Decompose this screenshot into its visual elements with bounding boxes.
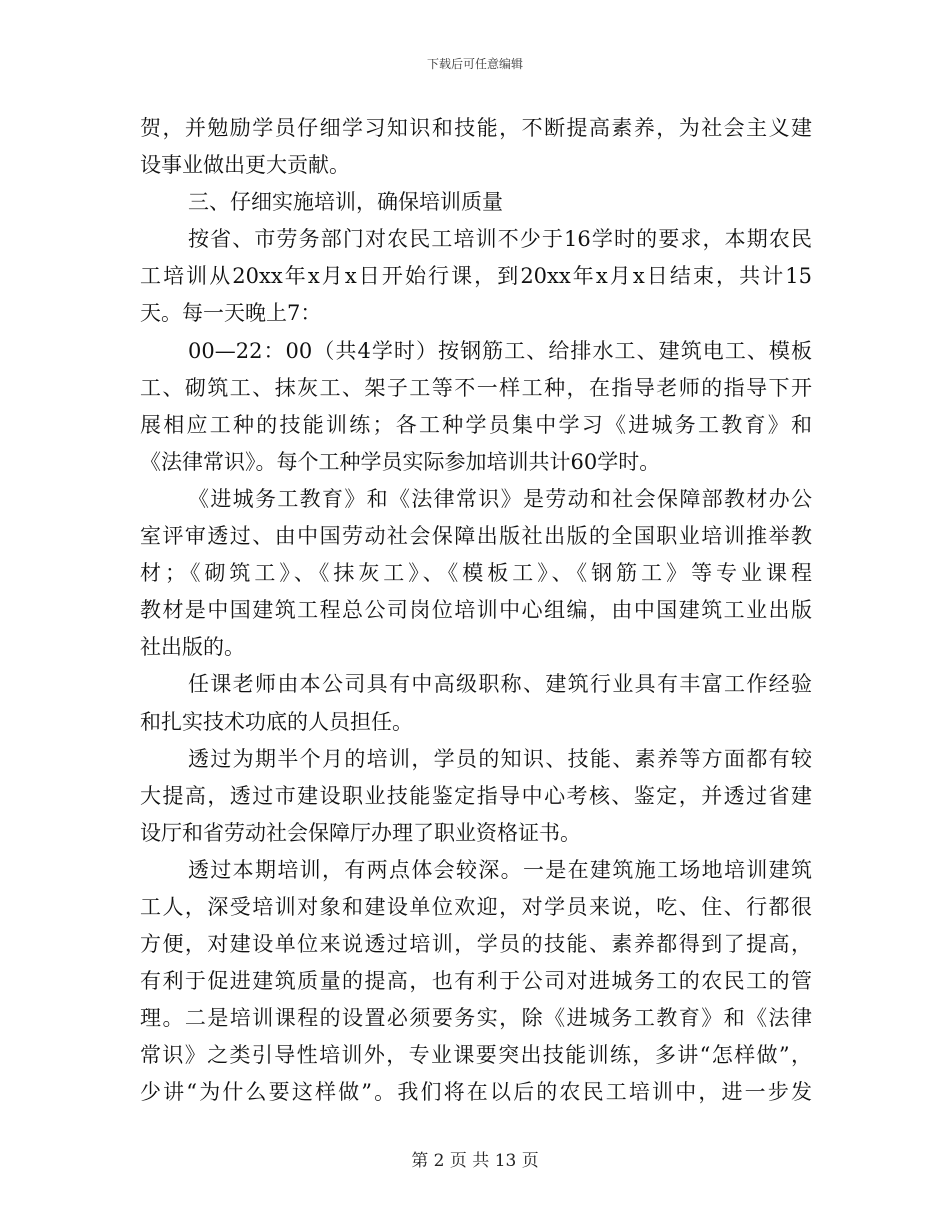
text-line: 《法律常识》。每个工种学员实际参加培训共计60学时。 <box>140 449 661 474</box>
text-line: 按省、市劳务部门对农民工培训不少于16学时的要求，本期农民 <box>188 227 812 252</box>
text-line: 大提高，透过市建设职业技能鉴定指导中心考核、鉴定，并透过省建 <box>140 783 812 808</box>
section-heading: 三、仔细实施培训，确保培训质量 <box>188 190 503 215</box>
page-header: 下载后可任意编辑 <box>426 57 523 71</box>
text-line: 天。每一天晚上7： <box>140 301 322 326</box>
text-line: 透过本期培训，有两点体会较深。一是在建筑施工场地培训建筑 <box>188 857 812 882</box>
text-line: 理。二是培训课程的设置必须要务实，除《进城务工教育》和《法律 <box>140 1006 812 1031</box>
text-line: 材；《砌筑工》、《抹灰工》、《模板工》、《钢筋工》等专业课程 <box>140 561 812 586</box>
page-number: 第 2 页 共 13 页 <box>411 1151 539 1171</box>
text-line: 工培训从20xx年x月x日开始行课，到20xx年x月x日结束，共计15 <box>140 264 812 289</box>
text-line: 常识》之类引导性培训外，专业课要突出技能训练，多讲“怎样做”， <box>140 1043 812 1068</box>
text-line: 透过为期半个月的培训，学员的知识、技能、素养等方面都有较 <box>188 746 812 771</box>
document-body <box>140 110 812 1112</box>
text-line: 设事业做出更大贡献。 <box>140 153 350 178</box>
text-line: 方便，对建设单位来说透过培训，学员的技能、素养都得到了提高， <box>140 932 812 957</box>
text-line: 工人，深受培训对象和建设单位欢迎，对学员来说，吃、住、行都很 <box>140 894 812 919</box>
text-line: 和扎实技术功底的人员担任。 <box>140 709 413 734</box>
text-line: 设厅和省劳动社会保障厅办理了职业资格证书。 <box>140 820 581 845</box>
text-line: 展相应工种的技能训练；各工种学员集中学习《进城务工教育》和 <box>140 412 812 437</box>
text-line: 有利于促进建筑质量的提高，也有利于公司对进城务工的农民工的管 <box>140 969 812 994</box>
text-line: 00—22：00（共4学时）按钢筋工、给排水工、建筑电工、模板 <box>188 338 812 363</box>
text-line: 社出版的。 <box>140 635 245 660</box>
text-line: 室评审透过、由中国劳动社会保障出版社出版的全国职业培训推举教 <box>140 524 812 549</box>
text-line: 贺，并勉励学员仔细学习知识和技能，不断提高素养，为社会主义建 <box>140 116 812 140</box>
text-line: 任课老师由本公司具有中高级职称、建筑行业具有丰富工作经验 <box>188 672 812 697</box>
text-line: 《进城务工教育》和《法律常识》是劳动和社会保障部教材办公 <box>188 486 812 511</box>
text-line: 工、砌筑工、抹灰工、架子工等不一样工种，在指导老师的指导下开 <box>140 375 812 400</box>
text-line: 教材是中国建筑工程总公司岗位培训中心组编，由中国建筑工业出版 <box>140 598 812 623</box>
text-line: 少讲“为什么要这样做”。我们将在以后的农民工培训中，进一步发 <box>140 1080 812 1105</box>
